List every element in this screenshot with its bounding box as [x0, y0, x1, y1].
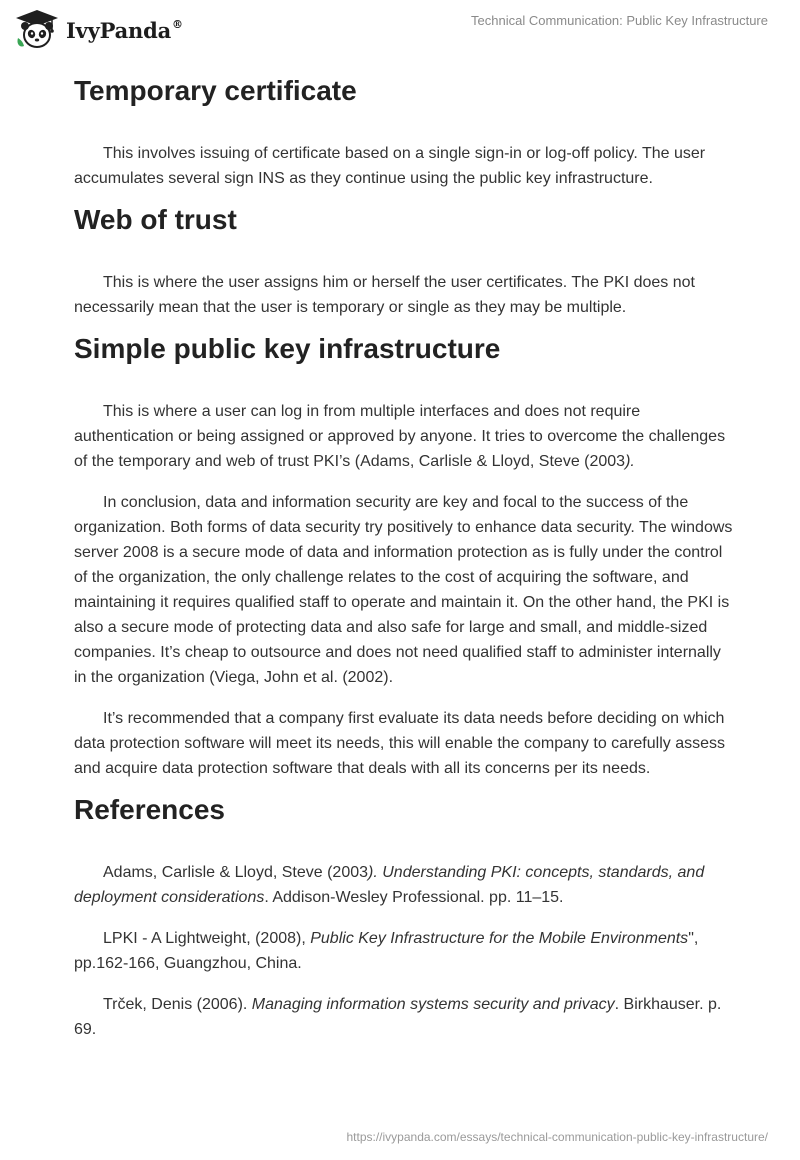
essay-body — [74, 70, 734, 1042]
reference-item: LPKI - A Lightweight, (2008), Public Key Infrastructure for the Mobile Environments", pp.162-166, Guangzhou, China. — [74, 930, 699, 972]
brand-name: IvyPanda® — [66, 17, 183, 43]
paragraph: It’s recommended that a company first evaluate its data needs before deciding on which data protection software will meet its needs, this will enable the company to carefully assess and acquire data protection software that deals with all its concerns per its needs. — [74, 710, 725, 777]
reference-item: Adams, Carlisle & Lloyd, Steve (2003). Understanding PKI: concepts, standards, and deployment considerations. Addison-Wesley Professional. pp. 11–15. — [74, 864, 705, 906]
page-header — [0, 0, 800, 64]
document-title: Technical Communication: Public Key Infrastructure — [471, 13, 768, 28]
paragraph: This involves issuing of certificate based on a single sign-in or log-off policy. The user accumulates several sign INS as they continue using the public key infrastructure. — [74, 145, 706, 187]
paragraph: This is where a user can log in from multiple interfaces and does not require authentication or being assigned or approved by anyone. It tries to overcome the challenges of the temporary and web of trust PKI’s (Adams, Carlisle & Lloyd, Steve (2003). — [74, 403, 726, 470]
source-url[interactable]: https://ivypanda.com/essays/technical-communication-public-key-infrastructure/ — [346, 1130, 768, 1144]
paragraph: This is where the user assigns him or herself the user certificates. The PKI does not necessarily mean that the user is temporary or single as they may be multiple. — [74, 274, 695, 316]
ivypanda-logo[interactable] — [14, 8, 183, 50]
section-heading: Temporary certificate — [74, 75, 357, 106]
section-heading: Web of trust — [74, 204, 237, 235]
paragraph: In conclusion, data and information security are key and focal to the success of the organization. Both forms of data security try positively to enhance data security. The windows server 2008 is a secure mode of data and information protection as is fully under the control of the organization, the only challenge relates to the cost of acquiring the software, and maintaining it requires qualified staff to operate and maintain it. On the other hand, the PKI is also a secure mode of protecting data and also safe for large and small, and middle-sized companies. It’s cheap to outsource and does not need qualified staff to administer internally in the organization (Viega, John et al. (2002). — [74, 494, 733, 686]
panda-icon — [14, 8, 60, 50]
reference-item: Trček, Denis (2006). Managing information systems security and privacy. Birkhauser. p. 69. — [74, 996, 722, 1038]
section-heading: Simple public key infrastructure — [74, 333, 501, 364]
references-heading: References — [74, 794, 225, 825]
